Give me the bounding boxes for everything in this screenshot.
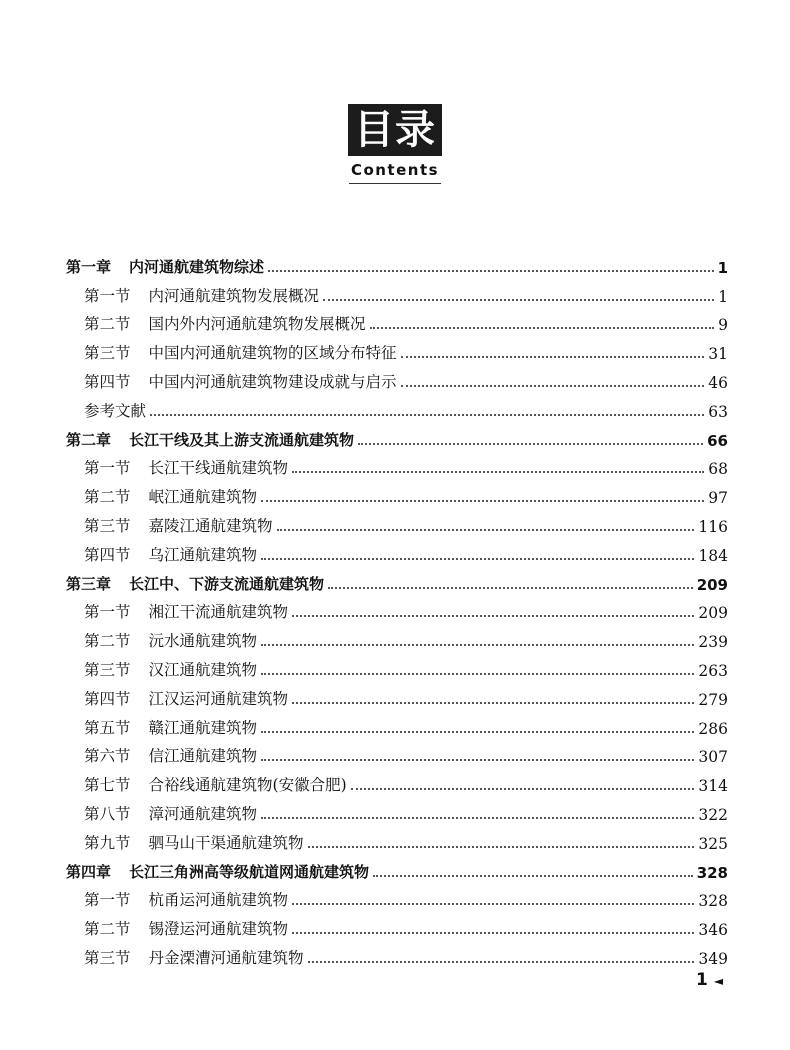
toc-section-entry[interactable] [66,709,728,738]
dot-leader [292,702,694,704]
toc-entry-title: 参考文献 [84,401,147,420]
toc-section-entry[interactable] [66,507,728,536]
toc-entry-label [84,744,257,766]
dot-leader [358,443,703,445]
toc-entry-label [84,629,257,651]
toc-section-entry[interactable] [66,766,728,795]
toc-entry-label [84,802,257,824]
dot-leader [268,270,714,272]
toc-entry-page: 63 [708,402,728,421]
toc-section-entry[interactable] [66,795,728,824]
toc-entry-page: 66 [707,431,728,450]
toc-entry-page: 328 [696,863,728,882]
toc-entry-number: 第一节 [84,459,131,478]
toc-entry-number: 第一节 [84,603,131,622]
toc-entry-page: 325 [698,834,728,853]
toc-entry-page: 322 [698,805,728,824]
toc-entry-number: 第六节 [84,747,131,766]
toc-section-entry[interactable] [66,939,728,968]
toc-entry-title: 长江干线通航建筑物 [148,459,289,478]
toc-entry-label [66,861,369,882]
toc-entry-label [66,429,354,450]
dot-leader [328,587,693,589]
toc-entry-label [84,888,288,910]
toc-section-entry[interactable] [66,882,728,911]
toc-entry-title: 内河通航建筑物综述 [129,257,265,276]
toc-entry-title: 乌江通航建筑物 [148,545,258,564]
toc-entry-label [84,543,257,565]
toc-entry-label [84,831,304,853]
toc-section-entry[interactable] [66,536,728,565]
toc-entry-page: 97 [708,489,728,508]
toc-entry-page: 279 [698,690,728,709]
toc-entry-title: 中国内河通航建筑物建设成就与启示 [148,372,397,391]
toc-entry-label [84,917,288,939]
toc-entry-label [84,687,288,709]
toc-entry-title: 嘉陵江通航建筑物 [148,516,273,535]
toc-entry-number: 第二节 [84,920,131,939]
toc-entry-label [84,341,397,363]
page-number [696,970,723,990]
toc-entry-title: 湘江干流通航建筑物 [148,603,289,622]
toc-entry-label [66,573,324,594]
toc-entry-title: 信江通航建筑物 [148,747,258,766]
dot-leader [401,385,705,387]
toc-entry-title: 中国内河通航建筑物的区域分布特征 [148,344,397,363]
toc-entry-label [84,514,273,536]
dot-leader [261,731,694,733]
toc-entry-title: 杭甬运河通航建筑物 [148,891,289,910]
toc-entry-label [84,370,397,392]
toc-entry-number: 第一节 [84,286,131,305]
toc-chapter-entry[interactable] [66,421,728,450]
toc-section-entry[interactable] [66,450,728,479]
dot-leader [261,817,694,819]
toc-entry-page: 68 [708,460,728,479]
toc-entry-title: 赣江通航建筑物 [148,718,258,737]
toc-entry-page: 349 [698,949,728,968]
toc-entry-title: 岷江通航建筑物 [148,488,258,507]
toc-entry-title: 合裕线通航建筑物(安徽合肥) [148,776,347,795]
toc-entry-label [66,256,264,277]
toc-entry-label [84,456,288,478]
dot-leader [150,414,704,416]
toc-entry-title: 内河通航建筑物发展概况 [148,286,320,305]
dot-leader [308,961,695,963]
toc-entry-label [84,485,257,507]
toc-entry-number: 第一章 [66,257,112,276]
toc-entry-label [84,773,347,795]
dot-leader [261,644,694,646]
toc-entry-number: 第三节 [84,516,131,535]
toc-entry-number: 第二节 [84,488,131,507]
dot-leader [292,615,694,617]
toc-section-entry[interactable] [66,306,728,335]
toc-entry-number: 第三节 [84,344,131,363]
page-number-value: 1 [696,970,708,990]
toc-entry-number: 第二节 [84,315,131,334]
toc-entry-label [84,658,257,680]
dot-leader [261,673,694,675]
toc-section-entry[interactable] [66,680,728,709]
toc-header [0,104,790,184]
toc-entry-number: 第四节 [84,689,131,708]
toc-entry-page: 1 [717,258,728,277]
toc-section-entry[interactable] [66,594,728,623]
toc-entry-label [84,284,319,306]
toc-entry-page: 116 [698,517,728,536]
toc-section-entry[interactable] [66,824,728,853]
toc-entry-label [84,946,304,968]
dot-leader [261,759,694,761]
dot-leader [261,500,704,502]
toc-entry-title: 长江三角洲高等级航道网通航建筑物 [129,862,370,881]
toc-entry-page: 184 [698,546,728,565]
toc-entry-number: 第三节 [84,660,131,679]
toc-chapter-entry[interactable] [66,853,728,882]
toc-entry-label [84,600,288,622]
toc-entry-label [84,312,366,334]
dot-leader [292,471,704,473]
toc-entry-page: 209 [698,604,728,623]
toc-entry-number: 第二章 [66,430,112,449]
toc-entry-number: 第四节 [84,372,131,391]
toc-section-entry[interactable] [66,910,728,939]
dot-leader [261,558,694,560]
toc-entry-page: 314 [698,777,728,796]
dot-leader [323,299,714,301]
toc-entry-number: 第三节 [84,948,131,967]
dot-leader [292,903,694,905]
toc-entry-page: 1 [718,287,728,306]
page-title: 目录 [348,104,442,156]
dot-leader [351,788,695,790]
toc-entry-number: 第八节 [84,804,131,823]
toc-section-entry[interactable] [66,334,728,363]
toc-chapter-entry[interactable] [66,248,728,277]
dot-leader [292,932,694,934]
toc-entry-title: 长江中、下游支流通航建筑物 [129,574,325,593]
toc-entry-title: 长江干线及其上游支流通航建筑物 [129,430,355,449]
toc-entry-page: 46 [708,373,728,392]
toc-entry-number: 第一节 [84,891,131,910]
toc-entry-page: 346 [698,921,728,940]
toc-section-entry[interactable] [66,622,728,651]
toc-entry-title: 国内外内河通航建筑物发展概况 [148,315,366,334]
toc-entry-page: 209 [696,575,728,594]
toc-entry-number: 第三章 [66,574,112,593]
toc-entry-number: 第九节 [84,833,131,852]
toc-entry-number: 第五节 [84,718,131,737]
toc-entry-title: 锡澄运河通航建筑物 [148,920,289,939]
toc-entry-page: 9 [718,316,728,335]
toc-entry-number: 第四节 [84,545,131,564]
toc-entry-number: 第四章 [66,862,112,881]
toc-entry-number: 第二节 [84,632,131,651]
dot-leader [373,875,693,877]
dot-leader [277,529,695,531]
toc-entry-title: 丹金溧漕河通航建筑物 [148,948,304,967]
toc-chapter-entry[interactable] [66,565,728,594]
toc-entry-title: 漳河通航建筑物 [148,804,258,823]
toc-entry-page: 307 [698,748,728,767]
toc-section-entry[interactable] [66,363,728,392]
dot-leader [308,846,695,848]
toc-entry-number: 第七节 [84,776,131,795]
table-of-contents [66,248,728,968]
toc-section-entry[interactable] [66,738,728,767]
toc-entry-page: 328 [698,892,728,911]
toc-entry-page: 239 [698,633,728,652]
toc-entry-title: 汉江通航建筑物 [148,660,258,679]
arrow-left-icon: ◄ [713,974,724,988]
page-subtitle: Contents [349,161,441,184]
toc-section-entry[interactable] [66,277,728,306]
toc-entry-page: 286 [698,719,728,738]
toc-section-entry[interactable] [66,651,728,680]
toc-entry-page: 31 [708,345,728,364]
dot-leader [401,356,705,358]
toc-entry-title: 驷马山干渠通航建筑物 [148,833,304,852]
toc-entry-title: 沅水通航建筑物 [148,632,258,651]
toc-entry-label [84,399,146,421]
toc-entry-page: 263 [698,661,728,680]
toc-section-entry[interactable] [66,392,728,421]
toc-entry-title: 江汉运河通航建筑物 [148,689,289,708]
dot-leader [370,327,714,329]
toc-section-entry[interactable] [66,478,728,507]
toc-entry-label [84,716,257,738]
